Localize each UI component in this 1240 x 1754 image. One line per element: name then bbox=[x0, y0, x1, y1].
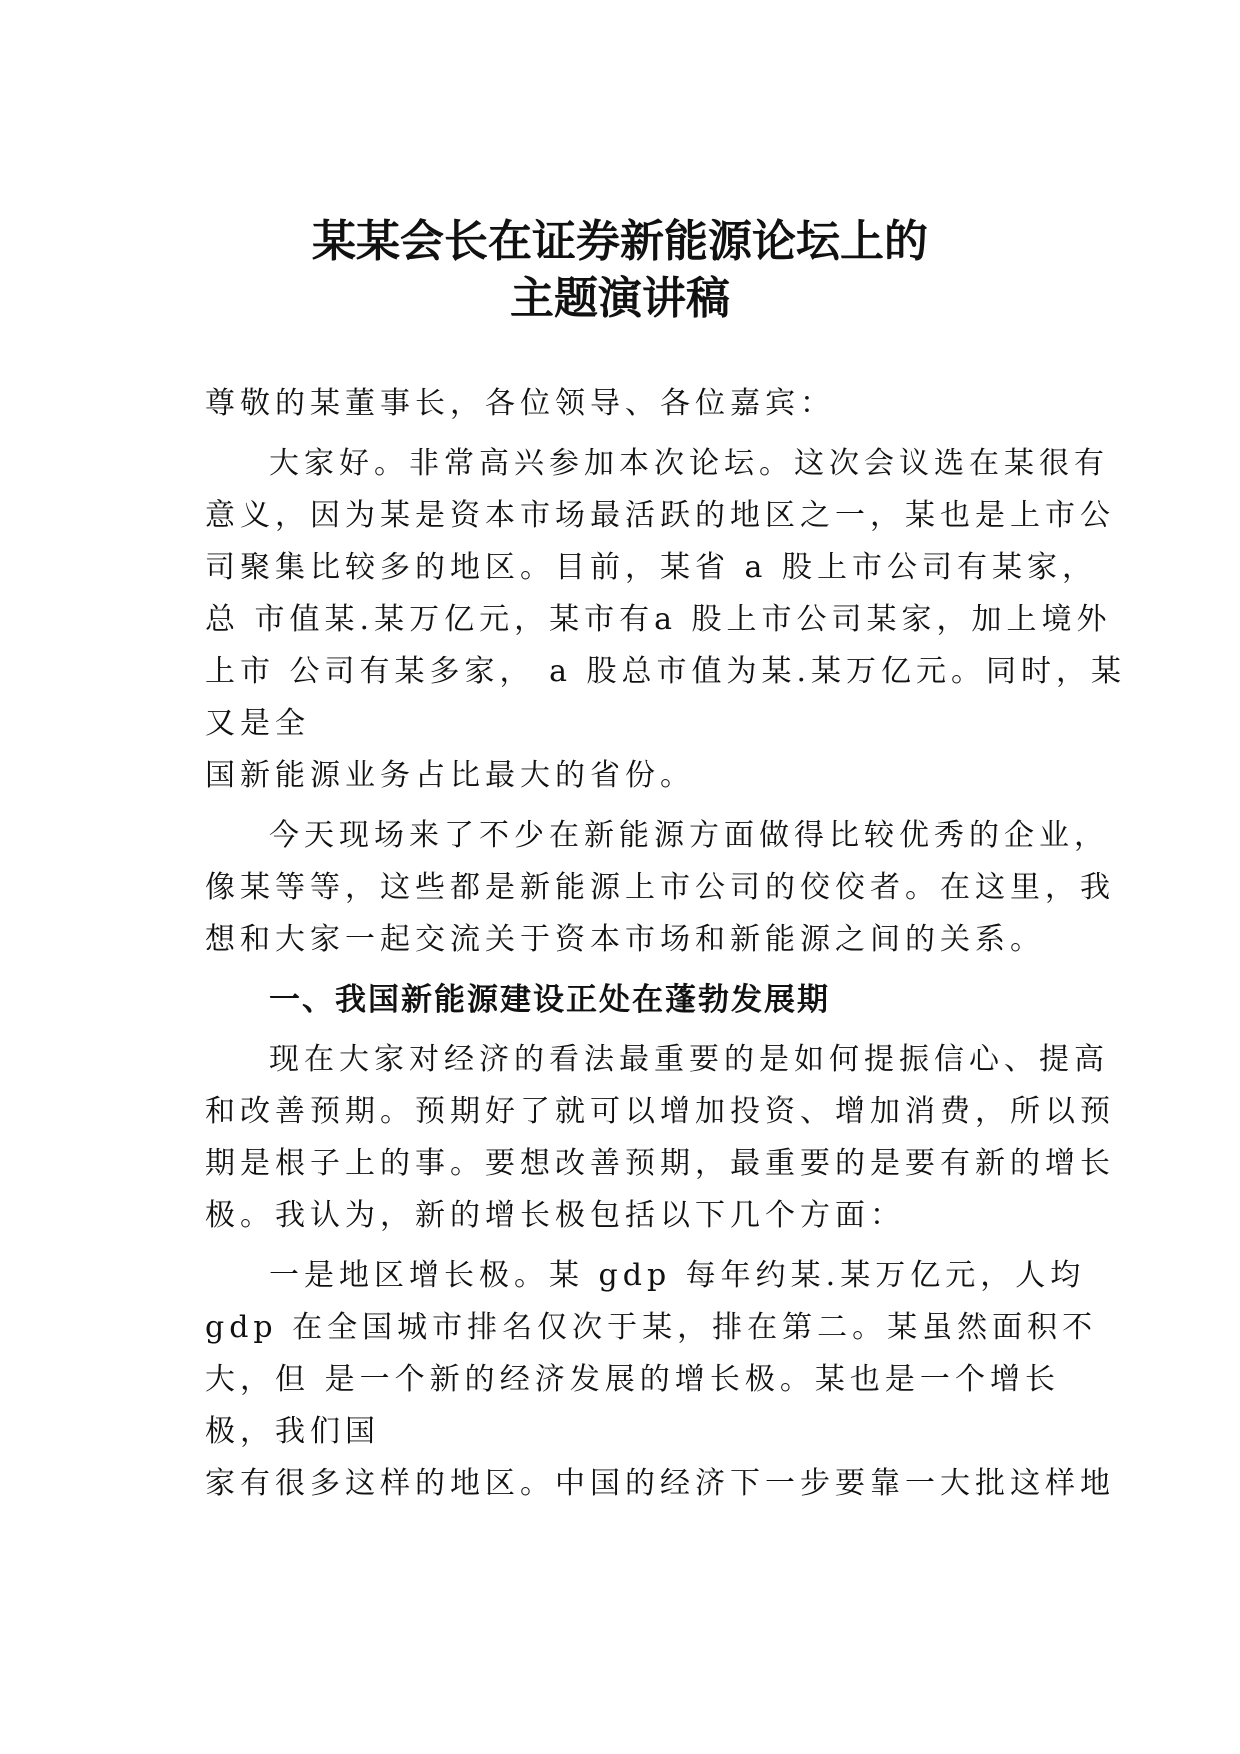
paragraph-2 bbox=[205, 810, 1115, 966]
paragraph-line: 今天现场来了不少在新能源方面做得比较优秀的企业， bbox=[269, 818, 1109, 853]
paragraph-line: 意义，因为某是资本市场最活跃的地区之一，某也是上市公 bbox=[205, 498, 1115, 533]
paragraph-line: 极。我认为，新的增长极包括以下几个方面： bbox=[205, 1198, 905, 1233]
paragraph-line: 总 市值某.某万亿元，某市有a 股上市公司某家，加上境外 bbox=[205, 602, 1112, 637]
paragraph-line: 极，我们国 bbox=[205, 1414, 380, 1449]
paragraph-line: 大，但 是一个新的经济发展的增长极。某也是一个增长 bbox=[205, 1362, 1060, 1397]
document-title-line-1: 某某会长在证券新能源论坛上的 bbox=[312, 216, 928, 267]
paragraph-line: 大家好。非常高兴参加本次论坛。这次会议选在某很有 bbox=[269, 446, 1109, 481]
paragraph-line: 上市 公司有某多家， a 股总市值为某.某万亿元。同时，某 bbox=[205, 654, 1127, 689]
section-heading-1: 一、我国新能源建设正处在蓬勃发展期 bbox=[269, 982, 830, 1018]
paragraph-line: 一是地区增长极。某 gdp 每年约某.某万亿元，人均 bbox=[269, 1258, 1086, 1293]
salutation: 尊敬的某董事长，各位领导、各位嘉宾： bbox=[205, 386, 835, 421]
paragraph-1 bbox=[205, 438, 1127, 802]
paragraph-line: 想和大家一起交流关于资本市场和新能源之间的关系。 bbox=[205, 922, 1045, 957]
paragraph-line: gdp 在全国城市排名仅次于某，排在第二。某虽然面积不 bbox=[205, 1310, 1098, 1345]
paragraph-line: 司聚集比较多的地区。目前，某省 a 股上市公司有某家， bbox=[205, 550, 1097, 585]
paragraph-line: 期是根子上的事。要想改善预期，最重要的是要有新的增长 bbox=[205, 1146, 1115, 1181]
paragraph-3 bbox=[205, 1034, 1115, 1242]
paragraph-line: 像某等等，这些都是新能源上市公司的佼佼者。在这里，我 bbox=[205, 870, 1115, 905]
document-body bbox=[205, 378, 1127, 1510]
paragraph-line: 和改善预期。预期好了就可以增加投资、增加消费，所以预 bbox=[205, 1094, 1115, 1129]
paragraph-line: 国新能源业务占比最大的省份。 bbox=[205, 758, 695, 793]
paragraph-line: 又是全 bbox=[205, 706, 310, 741]
paragraph-line: 家有很多这样的地区。中国的经济下一步要靠一大批这样地 bbox=[205, 1466, 1115, 1501]
document-title-line-2: 主题演讲稿 bbox=[510, 273, 730, 324]
paragraph-line: 现在大家对经济的看法最重要的是如何提振信心、提高 bbox=[269, 1042, 1109, 1077]
paragraph-4 bbox=[205, 1250, 1115, 1510]
